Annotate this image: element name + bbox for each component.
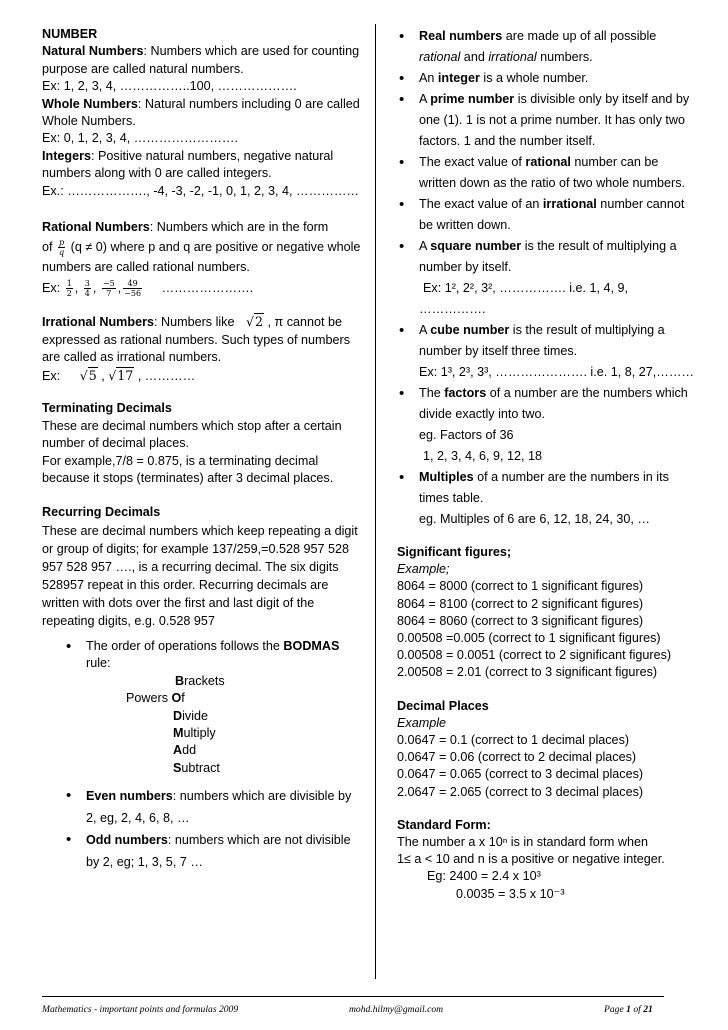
natural-numbers-example: Ex: 1, 2, 3, 4, ……………..100, ………………. [42, 79, 297, 94]
right-column [397, 26, 697, 903]
sig-line: 0.00508 = 0.0051 (correct to 2 significant figures) [397, 648, 672, 663]
dec-line: 0.0647 = 0.1 (correct to 1 decimal places) [397, 733, 630, 748]
sig-line: 8064 = 8000 (correct to 1 significant figures) [397, 579, 644, 594]
dec-line: 0.0647 = 0.065 (correct to 3 decimal places) [397, 767, 644, 782]
whole-numbers-example: Ex: 0, 1, 2, 3, 4, ……………………. [42, 131, 238, 146]
bodmas-row: Powers Of [126, 691, 185, 706]
list-item: • An integer is a whole number. [397, 68, 697, 89]
significant-figures-example-label: Example; [397, 562, 450, 577]
footer-rule [42, 996, 664, 997]
bodmas-row: Divide [173, 708, 209, 723]
sig-line: 0.00508 =0.005 (correct to 1 significant figures) [397, 631, 661, 646]
fraction: $\frac{1}{2}$ [66, 279, 72, 299]
terminating-decimals-body: These are decimal numbers which stop after a certain number of decimal places. [42, 418, 342, 451]
page-number: Page 1 of 21 [604, 1004, 653, 1015]
terminating-decimals-title: Terminating Decimals [42, 401, 172, 416]
square-root: √17 [108, 368, 134, 384]
square-root: √5 [79, 368, 97, 384]
recurring-decimals-title: Recurring Decimals [42, 505, 161, 520]
list-item: • Multiples of a number are the numbers in its times table. eg. Multiples of 6 are 6, 12, 18, 24, 30, … [397, 467, 697, 530]
left-column [42, 26, 364, 873]
p-over-q-fraction: $\frac{p}{q}$ [59, 238, 65, 258]
fraction: $\frac{49}{-56}$ [124, 279, 142, 299]
dec-line: 2.0647 = 2.065 (correct to 3 decimal places) [397, 784, 644, 799]
footer-title: Mathematics - important points and formulas 2009 [42, 1004, 239, 1015]
bodmas-row: Add [173, 743, 197, 758]
bodmas-breakdown [42, 673, 364, 777]
column-divider [375, 24, 376, 979]
section-heading: NUMBER [42, 27, 98, 41]
significant-figures-title: Significant figures; [397, 545, 512, 559]
rational-numbers-definition: Rational Numbers: Numbers which are in the form of $\frac{p}{q}$ (q ≠ 0) where p and q are positive or negative whole numbers are called rational numbers. [42, 220, 361, 275]
bodmas-row: Subtract [173, 760, 220, 775]
fraction: $\frac{3}{4}$ [84, 279, 90, 299]
list-item: • Real numbers are made up of all possible rational and irrational numbers. [397, 26, 697, 68]
list-item: • The order of operations follows the BODMAS rule: [64, 638, 364, 673]
list-item: • A cube number is the result of multiplying a number by itself three times. Ex: 1³, 2³, 3³, …………………. i.e. 1, 8, 27,……… [397, 320, 697, 383]
irrational-numbers-definition: Irrational Numbers: Numbers like √2 , π cannot be expressed as rational numbers. Such types of numbers are called as irrational numbers. [42, 314, 351, 365]
decimal-places-example-label: Example [397, 715, 446, 730]
fraction: $\frac{-5}{7}$ [102, 279, 115, 299]
sig-line: 2.00508 = 2.01 (correct to 3 significant figures) [397, 665, 658, 680]
number-types-list [397, 26, 697, 530]
standard-form-line: 1≤ a < 10 and n is a positive or negative integer. [397, 852, 665, 867]
standard-form-line: The number a x 10ⁿ is in standard form when [397, 835, 648, 850]
footer-email: mohd.hilmy@gmail.com [349, 1004, 444, 1015]
list-item: • Odd numbers: numbers which are not divisible by 2, eg; 1, 3, 5, 7 … [64, 829, 364, 873]
list-item: • A prime number is divisible only by itself and by one (1). 1 is not a prime number. It has only two factors. 1 and the number itself. [397, 89, 697, 152]
integers-definition: Integers: Positive natural numbers, negative natural numbers along with 0 are called integers. [42, 148, 334, 181]
standard-form-title: Standard Form: [397, 817, 491, 832]
standard-form-example: 0.0035 = 3.5 x 10⁻³ [456, 886, 565, 901]
bodmas-list [42, 638, 364, 673]
list-item: • Even numbers: numbers which are divisible by 2, eg, 2, 4, 6, 8, … [64, 785, 364, 829]
recurring-decimals-body: These are decimal numbers which keep repeating a digit or group of digits; for example 137/259,=0.528 957 528 957 528 957 …., is a recurring decimal. The six digits 528957 repeat in this order. Recurring decimals are written with dots over the first and last digit of the repeating digits, e.g. 0.528 957 [42, 523, 358, 628]
decimal-places-title: Decimal Places [397, 698, 489, 713]
list-item: • The factors of a number are the numbers which divide exactly into two. eg. Factors of 36 1, 2, 3, 4, 6, 9, 12, 18 [397, 383, 697, 467]
list-item: • The exact value of rational number can be written down as the ratio of two whole numbers. [397, 152, 697, 194]
irrational-numbers-example: Ex: √5 , √17 , ………… [42, 368, 196, 384]
list-item: • A square number is the result of multiplying a number by itself. Ex: 1², 2², 3², ……………. i.e. 1, 4, 9, ……………. [397, 236, 697, 320]
square-root: √2 [245, 314, 264, 330]
rational-numbers-example: Ex: $\frac{1}{2}$ , $\frac{3}{4}$ , $\frac{-5}{7}$ , $\frac{49}{-56}$ …………………. [42, 279, 254, 299]
terminating-decimals-example: For example,7/8 = 0.875, is a terminating decimal because it stops (terminates) after 3 decimal places. [42, 453, 334, 486]
integers-example: Ex.: ………………., -4, -3, -2, -1, 0, 1, 2, 3, 4, …………… [42, 183, 360, 198]
even-odd-list [42, 785, 364, 873]
sig-line: 8064 = 8100 (correct to 2 significant figures) [397, 596, 644, 611]
dec-line: 0.0647 = 0.06 (correct to 2 decimal places) [397, 750, 637, 765]
standard-form-example: Eg: 2400 = 2.4 x 10³ [427, 869, 541, 884]
natural-numbers-definition: Natural Numbers: Numbers which are used for counting purpose are called natural numbers. [42, 44, 360, 76]
bodmas-row: Multiply [173, 725, 216, 740]
list-item: • The exact value of an irrational number cannot be written down. [397, 194, 697, 236]
sig-line: 8064 = 8060 (correct to 3 significant figures) [397, 613, 644, 628]
bodmas-row: Brackets [175, 673, 225, 688]
whole-numbers-definition: Whole Numbers: Natural numbers including 0 are called Whole Numbers. [42, 96, 360, 129]
